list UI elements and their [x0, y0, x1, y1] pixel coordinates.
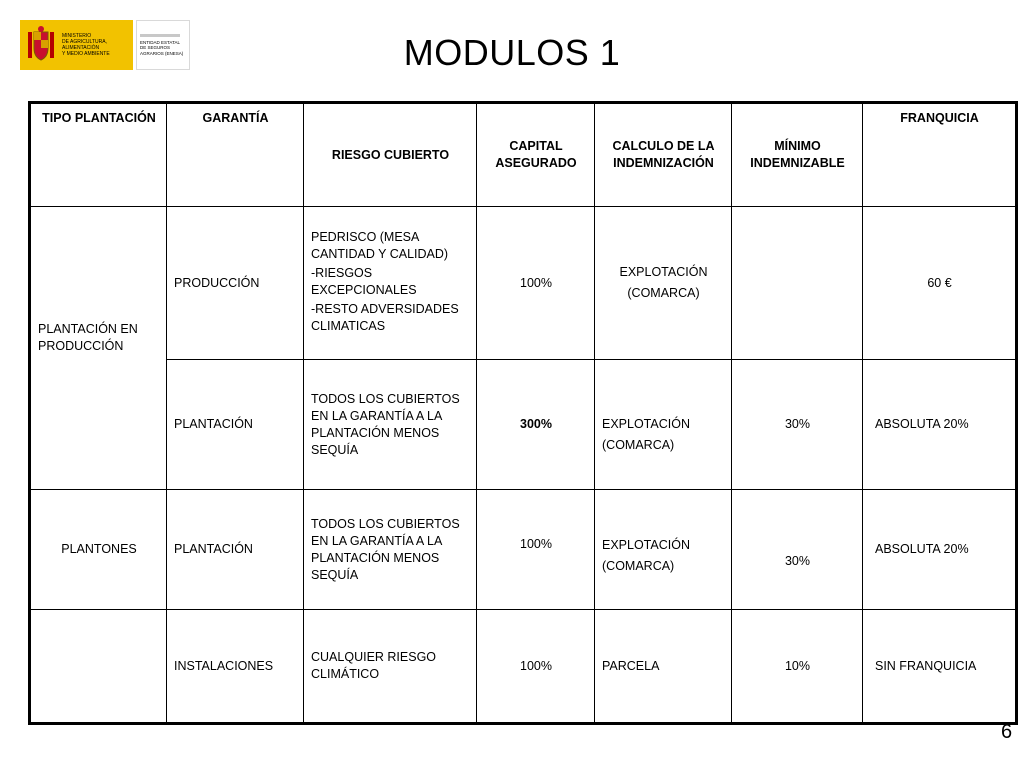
header-row	[30, 103, 1017, 207]
modules-table	[28, 101, 1018, 725]
cell-minimo: 30%	[732, 490, 863, 610]
cell-garantia: PLANTACIÓN	[167, 490, 304, 610]
cell-minimo	[732, 207, 863, 360]
calculo-line: (COMARCA)	[602, 558, 675, 573]
calculo-line: EXPLOTACIÓN	[619, 265, 708, 279]
header-calculo: CALCULO DE LA INDEMNIZACIÓN	[595, 103, 732, 207]
calculo-line: (COMARCA)	[627, 286, 700, 300]
cell-garantia: PLANTACIÓN	[167, 360, 304, 490]
cell-riesgo: TODOS LOS CUBIERTOS EN LA GARANTÍA A LA PLANTACIÓN MENOS SEQUÍA	[304, 490, 477, 610]
page-title: MODULOS 1	[403, 32, 621, 73]
cell-franquicia: ABSOLUTA 20%	[863, 360, 1017, 490]
cell-tipo	[30, 610, 167, 724]
cell-calculo	[595, 360, 732, 490]
cell-franquicia: 60 €	[863, 207, 1017, 360]
riesgo-line: -RIESGOS EXCEPCIONALES	[311, 266, 417, 297]
header-franquicia: FRANQUICIA	[863, 103, 1017, 207]
header-garantia: GARANTÍA	[167, 103, 304, 207]
table-row	[30, 207, 1017, 360]
enesa-name: ENTIDAD ESTATAL DE SEGUROS AGRARIOS (ENESA)	[140, 39, 184, 56]
table-row	[30, 610, 1017, 724]
cell-tipo: PLANTONES	[30, 490, 167, 610]
ministry-name: MINISTERIO DE AGRICULTURA, ALIMENTACIÓN Y MEDIO AMBIENTE	[62, 33, 110, 57]
cell-riesgo	[304, 207, 477, 360]
cell-franquicia: ABSOLUTA 20%	[863, 490, 1017, 610]
calculo-line: (COMARCA)	[602, 437, 675, 452]
riesgo-line: -RESTO ADVERSIDADES CLIMATICAS	[311, 302, 459, 333]
riesgo-line: PEDRISCO (MESA CANTIDAD Y CALIDAD)	[311, 230, 449, 261]
header-minimo: MÍNIMO INDEMNIZABLE	[732, 103, 863, 207]
cell-tipo: PLANTACIÓN EN PRODUCCIÓN	[30, 207, 167, 490]
calculo-line: EXPLOTACIÓN	[602, 416, 690, 431]
cell-calculo: PARCELA	[595, 610, 732, 724]
calculo-line: EXPLOTACIÓN	[602, 537, 690, 552]
cell-garantia: PRODUCCIÓN	[167, 207, 304, 360]
cell-minimo: 30%	[732, 360, 863, 490]
page-number: 6	[1001, 721, 1013, 743]
cell-capital: 100%	[477, 610, 595, 724]
cell-capital: 300%	[477, 360, 595, 490]
cell-riesgo: CUALQUIER RIESGO CLIMÁTICO	[304, 610, 477, 724]
header-riesgo: RIESGO CUBIERTO	[304, 103, 477, 207]
table-row	[30, 360, 1017, 490]
cell-calculo	[595, 207, 732, 360]
header-tipo: TIPO PLANTACIÓN	[30, 103, 167, 207]
cell-minimo: 10%	[732, 610, 863, 724]
header-capital: CAPITAL ASEGURADO	[477, 103, 595, 207]
cell-franquicia: SIN FRANQUICIA	[863, 610, 1017, 724]
cell-capital: 100%	[477, 490, 595, 610]
cell-calculo	[595, 490, 732, 610]
cell-riesgo: TODOS LOS CUBIERTOS EN LA GARANTÍA A LA PLANTACIÓN MENOS SEQUÍA	[304, 360, 477, 490]
table-row	[30, 490, 1017, 610]
cell-garantia: INSTALACIONES	[167, 610, 304, 724]
cell-capital: 100%	[477, 207, 595, 360]
